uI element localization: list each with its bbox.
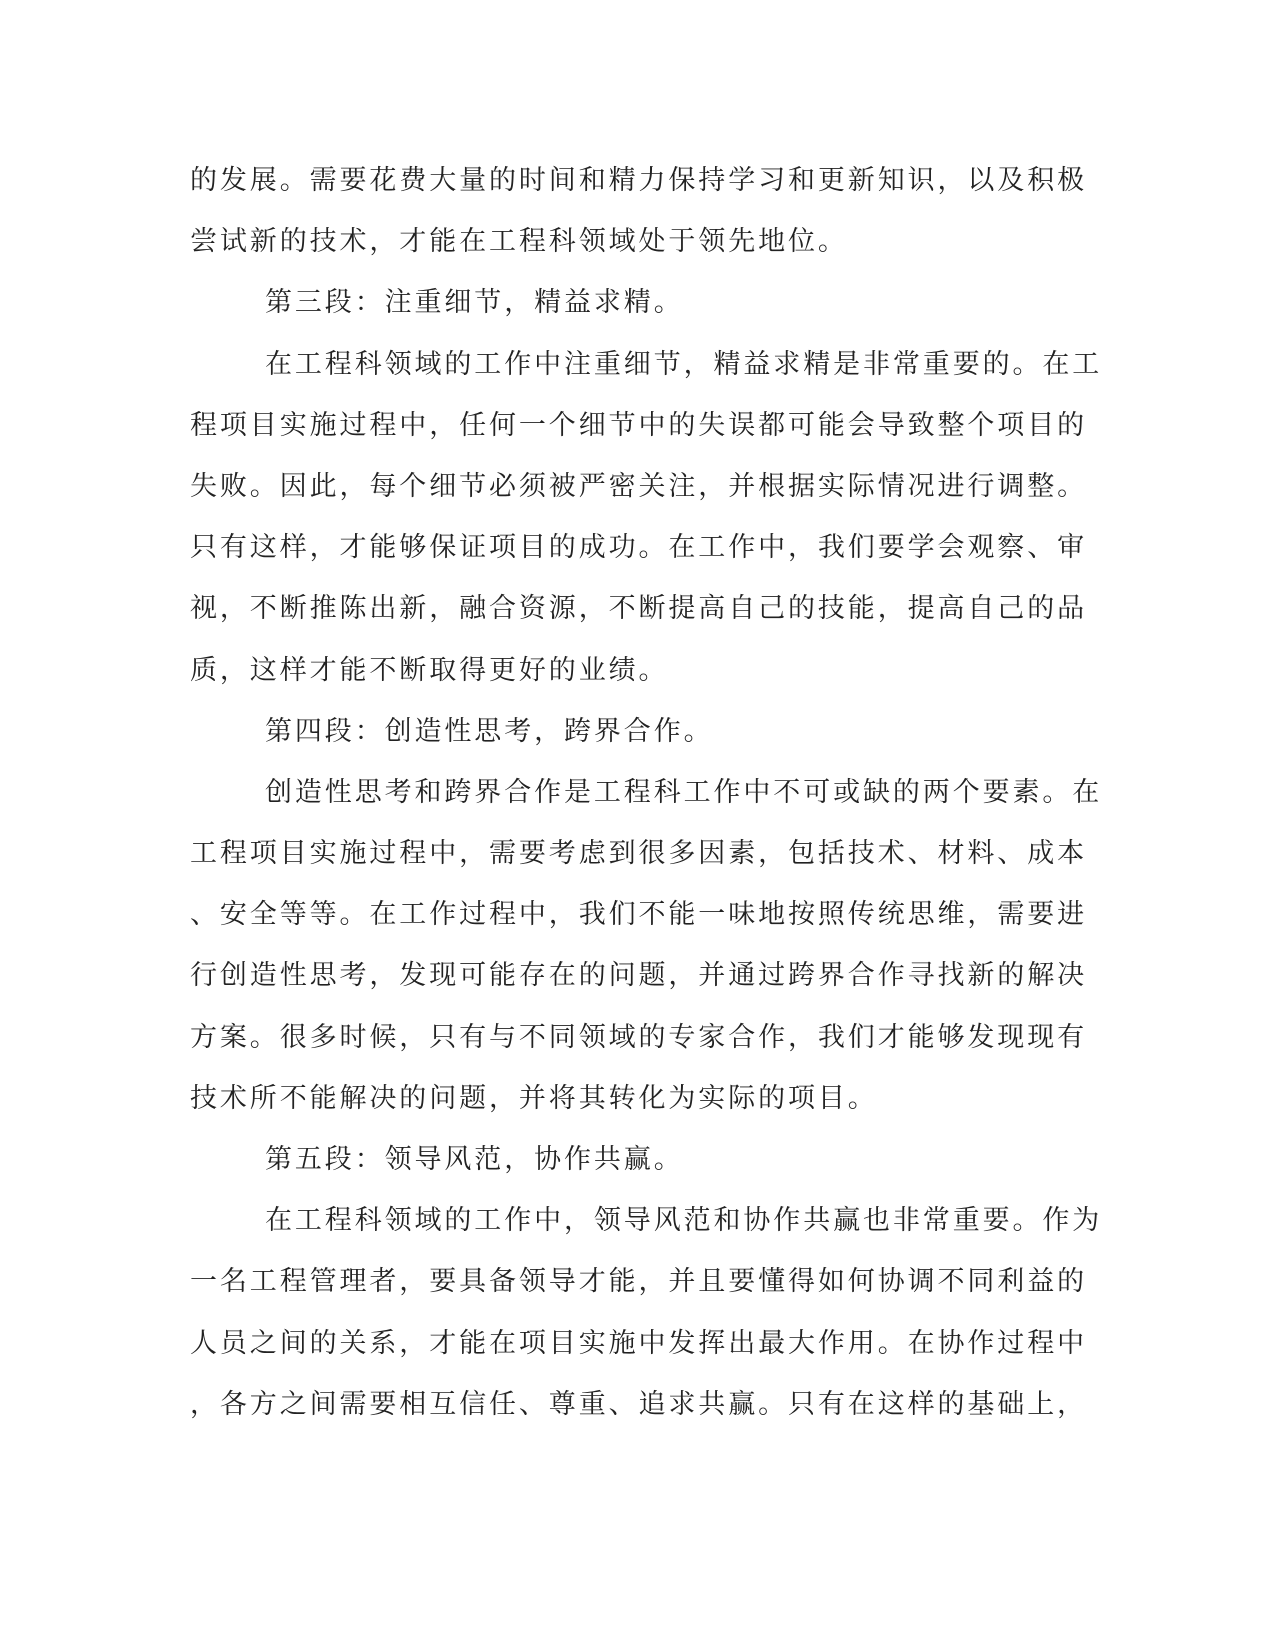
text-line: ，各方之间需要相互信任、尊重、追求共赢。只有在这样的基础上， — [190, 1388, 1087, 1420]
text-line: 尝试新的技术，才能在工程科领域处于领先地位。 — [190, 226, 848, 258]
text-line: 人员之间的关系，才能在项目实施中发挥出最大作用。在协作过程中 — [190, 1327, 1087, 1359]
section-heading: 第五段：领导风范，协作共赢。 — [265, 1144, 684, 1175]
text-line: 在工程科领域的工作中注重细节，精益求精是非常重要的。在工 — [265, 348, 1103, 380]
text-line: 技术所不能解决的问题，并将其转化为实际的项目。 — [190, 1082, 878, 1114]
text-line: 的发展。需要花费大量的时间和精力保持学习和更新知识，以及积极 — [190, 165, 1087, 196]
text-line: 在工程科领域的工作中，领导风范和协作共赢也非常重要。作为 — [265, 1205, 1103, 1237]
text-line: 质，这样才能不断取得更好的业绩。 — [190, 654, 669, 686]
text-line: 、安全等等。在工作过程中，我们不能一味地按照传统思维，需要进 — [190, 899, 1087, 931]
text-line: 一名工程管理者，要具备领导才能，并且要懂得如何协调不同利益的 — [190, 1266, 1087, 1298]
text-line: 程项目实施过程中，任何一个细节中的失误都可能会导致整个项目的 — [190, 409, 1087, 441]
section-heading: 第四段：创造性思考，跨界合作。 — [265, 715, 714, 747]
text-line: 方案。很多时候，只有与不同领域的专家合作，我们才能够发现现有 — [190, 1021, 1087, 1053]
body-text — [190, 150, 1103, 1435]
text-line: 创造性思考和跨界合作是工程科工作中不可或缺的两个要素。在 — [265, 776, 1103, 808]
text-line: 失败。因此，每个细节必须被严密关注，并根据实际情况进行调整。 — [190, 470, 1087, 502]
section-heading: 第三段：注重细节，精益求精。 — [265, 287, 684, 319]
text-line: 工程项目实施过程中，需要考虑到很多因素，包括技术、材料、成本 — [190, 838, 1087, 870]
text-line: 只有这样，才能够保证项目的成功。在工作中，我们要学会观察、审 — [190, 532, 1087, 564]
text-line: 视，不断推陈出新，融合资源，不断提高自己的技能，提高自己的品 — [190, 593, 1087, 625]
text-line: 行创造性思考，发现可能存在的问题，并通过跨界合作寻找新的解决 — [190, 960, 1087, 992]
